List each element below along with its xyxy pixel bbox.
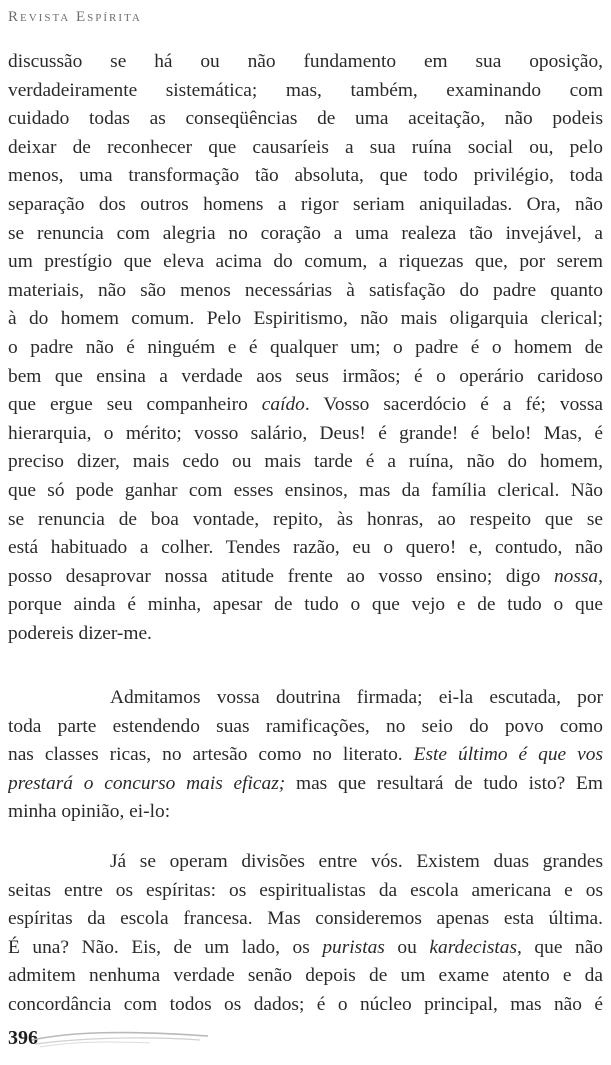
text-segment: que só pode ganhar com esses ensinos, mas da família clerical. Não [8, 479, 603, 501]
text-segment: nas classes ricas, no artesão como no literato. [8, 744, 414, 766]
paragraph-1 [8, 48, 603, 648]
italic-text: nossa [553, 565, 599, 587]
text-line [8, 534, 603, 563]
decorative-swoosh-icon [30, 1028, 210, 1050]
italic-text: caído [261, 394, 305, 416]
running-header: Revista Espírita [8, 9, 142, 25]
text-segment: o padre não é ninguém e é qualquer um; o padre é o homem de [8, 336, 603, 358]
text-segment: verdadeiramente sistemática; mas, também, examinando com [8, 79, 603, 101]
text-segment: . Vosso sacerdócio é a fé; vossa [304, 394, 603, 416]
text-segment: , [598, 565, 603, 587]
italic-text: prestará o concurso mais eficaz; [8, 772, 286, 794]
text-line [8, 684, 603, 713]
text-segment: separação dos outros homens a rigor seriam aniquiladas. Ora, não [8, 193, 603, 215]
text-segment: espíritas da escola francesa. Mas consideremos apenas esta última. [8, 908, 603, 930]
text-line [8, 391, 603, 420]
text-line [8, 713, 603, 742]
text-line [8, 741, 603, 770]
text-line [8, 620, 603, 649]
text-segment: menos, uma transformação tão absoluta, que todo privilégio, toda [8, 165, 603, 187]
text-line [8, 334, 603, 363]
paragraph-2 [8, 684, 603, 827]
text-line [8, 420, 603, 449]
text-segment: está habituado a colher. Tendes razão, eu o quero! e, contudo, não [8, 537, 603, 559]
text-segment: , que não [517, 936, 603, 958]
text-line [8, 506, 603, 535]
text-line [8, 220, 603, 249]
text-segment: minha opinião, ei-lo: [8, 801, 171, 823]
text-segment: podereis dizer-me. [8, 622, 152, 644]
text-segment: preciso dizer, mais cedo ou mais tarde é a ruína, não do homem, [8, 451, 603, 473]
text-segment: bem que ensina a verdade aos seus irmãos; é o operário caridoso [8, 365, 603, 387]
text-line [8, 363, 603, 392]
text-segment: à do homem comum. Pelo Espiritismo, não mais oligarquia clerical; [8, 308, 603, 330]
text-line [8, 277, 603, 306]
text-segment: porque ainda é minha, apesar de tudo o que vejo e de tudo o que [8, 594, 603, 616]
text-segment: hierarquia, o mérito; vosso salário, Deus! é grande! é belo! Mas, é [8, 422, 603, 444]
text-segment: se renuncia de boa vontade, repito, às honras, ao respeito que se [8, 508, 603, 530]
text-segment: É una? Não. Eis, de um lado, os [8, 936, 323, 958]
text-line [8, 477, 603, 506]
text-segment: admitem nenhuma verdade senão depois de um exame atento e da [8, 965, 603, 987]
text-line [8, 934, 603, 963]
text-line [8, 248, 603, 277]
text-segment: deixar de reconhecer que causaríeis a sua ruína social ou, pelo [8, 136, 603, 158]
page-number: 396 [8, 1027, 38, 1049]
text-line [8, 905, 603, 934]
text-segment: posso desaprovar nossa atitude frente ao vosso ensino; digo [8, 565, 554, 587]
text-segment: mas que resultará de tudo isto? Em [285, 772, 603, 794]
text-segment: seitas entre os espíritas: os espiritualistas da escola americana e os [8, 879, 603, 901]
text-line [8, 48, 603, 77]
text-segment: se renuncia com alegria no coração a uma realeza tão invejável, a [8, 222, 603, 244]
text-segment: um prestígio que eleva acima do comum, a riquezas que, por serem [8, 251, 603, 273]
text-line [8, 134, 603, 163]
text-line [8, 877, 603, 906]
text-segment: ou [384, 936, 430, 958]
text-line [8, 563, 603, 592]
italic-text: kardecistas [429, 936, 518, 958]
text-line [8, 105, 603, 134]
text-line [8, 962, 603, 991]
text-segment: Admitamos vossa doutrina firmada; ei-la escutada, por [110, 687, 603, 708]
text-segment: materiais, não são menos necessárias à satisfação do padre quanto [8, 279, 603, 301]
text-segment: toda parte estendendo suas ramificações, no seio do povo como [8, 715, 603, 737]
paragraph-3 [8, 848, 603, 1020]
text-segment: que ergue seu companheiro [8, 394, 262, 416]
text-segment: cuidado todas as conseqüências de uma aceitação, não podeis [8, 108, 603, 130]
text-segment: concordância com todos os dados; é o núcleo principal, mas não é [8, 993, 603, 1015]
text-line [8, 591, 603, 620]
text-segment: discussão se há ou não fundamento em sua oposição, [8, 51, 603, 72]
text-line [8, 798, 603, 827]
text-segment: Já se operam divisões entre vós. Existem duas grandes [110, 851, 603, 872]
text-line [8, 991, 603, 1020]
italic-text: puristas [322, 936, 385, 958]
text-line [8, 162, 603, 191]
text-line [8, 77, 603, 106]
text-line [8, 305, 603, 334]
italic-text: Este último é que vos [413, 744, 603, 766]
text-line [8, 770, 603, 799]
text-line [8, 191, 603, 220]
text-line [8, 448, 603, 477]
text-line [8, 848, 603, 877]
